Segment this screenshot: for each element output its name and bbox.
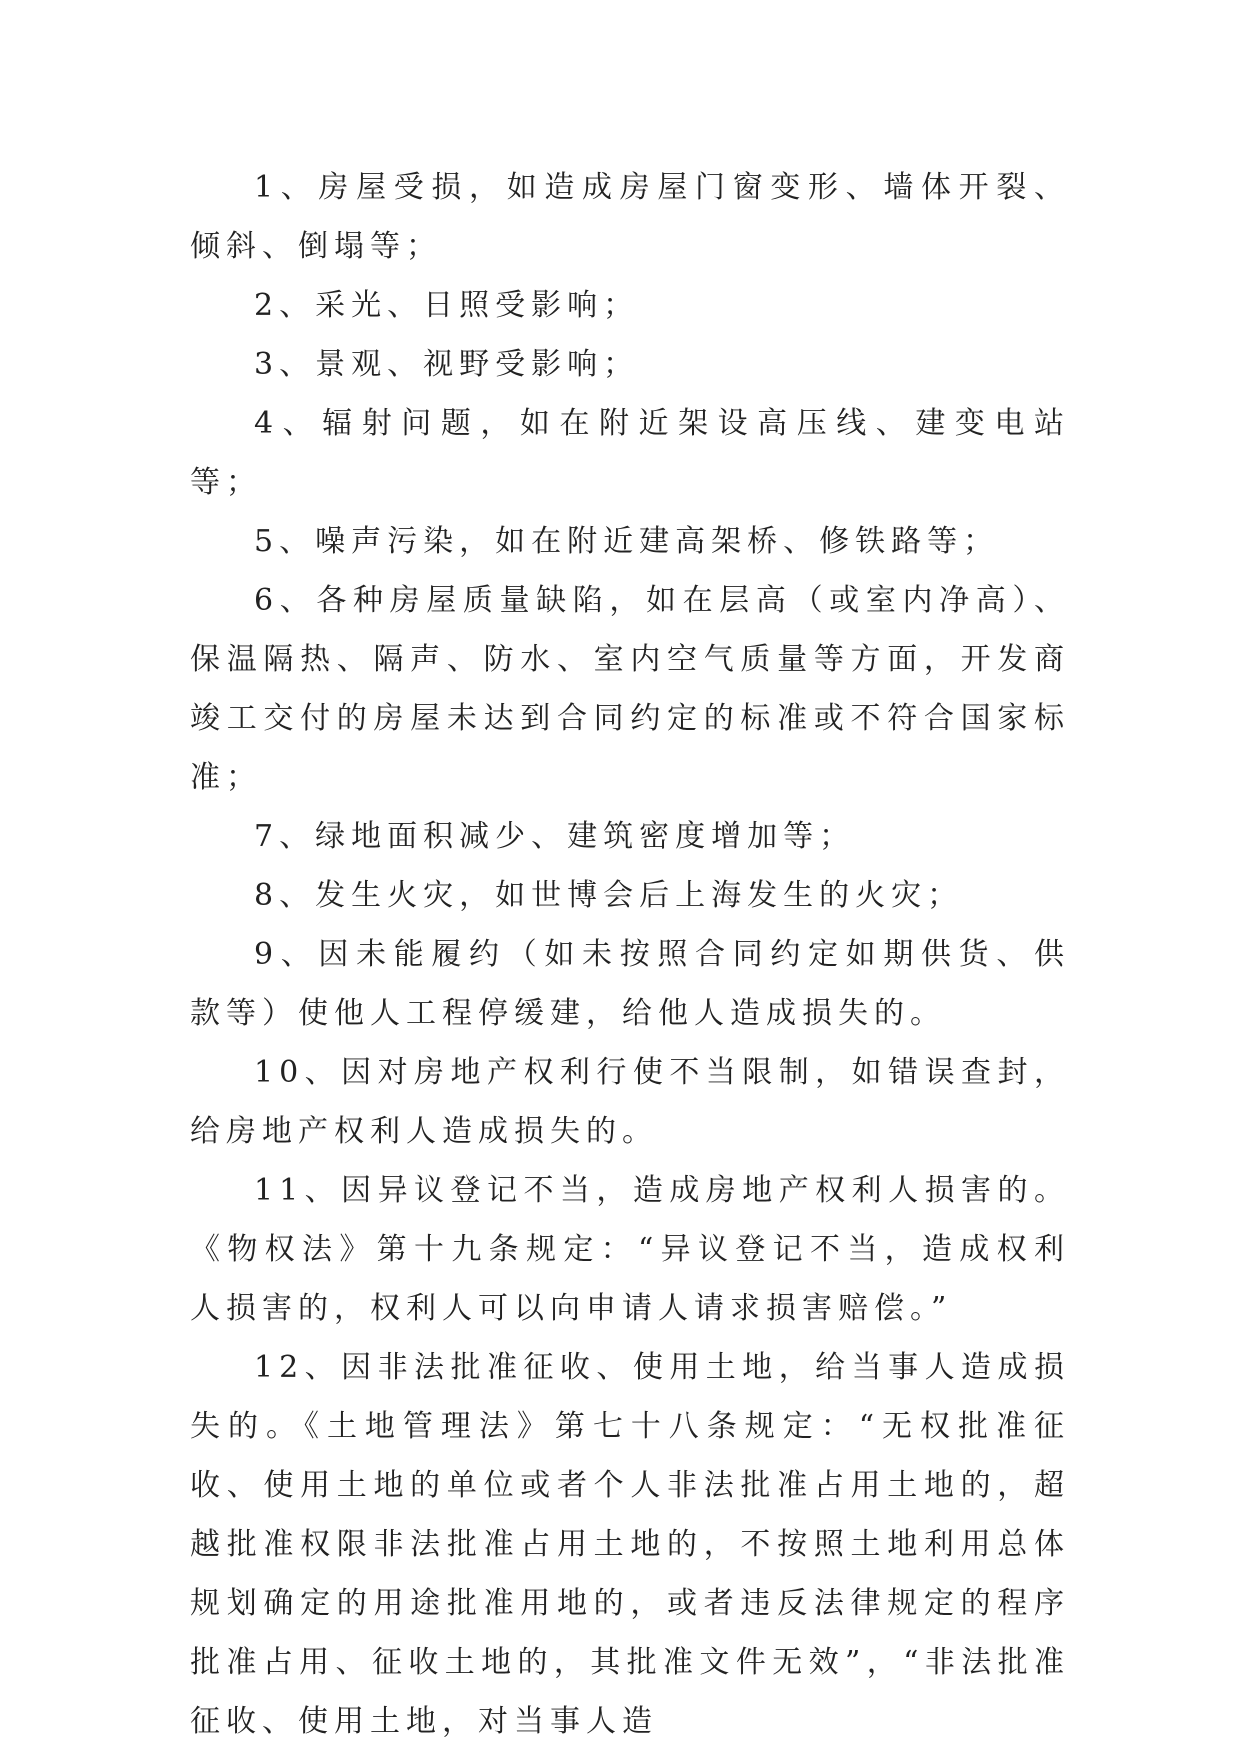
paragraph-9: 9、因未能履约（如未按照合同约定如期供货、供款等）使他人工程停缓建，给他人造成损失的。 — [190, 937, 1070, 1031]
paragraph-11: 11、因异议登记不当，造成房地产权利人损害的。《物权法》第十九条规定：“异议登记不当，造成权利人损害的，权利人可以向申请人请求损害赔偿。” — [190, 1173, 1070, 1326]
paragraph-4: 4、辐射问题，如在附近架设高压线、建变电站等； — [190, 406, 1070, 500]
paragraph-3: 3、景观、视野受影响； — [254, 347, 640, 382]
paragraph-1: 1、房屋受损，如造成房屋门窗变形、墙体开裂、倾斜、倒塌等； — [190, 170, 1070, 264]
paragraph-10: 10、因对房地产权利行使不当限制，如错误查封，给房地产权利人造成损失的。 — [190, 1055, 1070, 1149]
paragraph-8: 8、发生火灾，如世博会后上海发生的火灾； — [254, 878, 964, 913]
paragraph-6: 6、各种房屋质量缺陷，如在层高（或室内净高）、保温隔热、隔声、防水、室内空气质量等方面，开发商竣工交付的房屋未达到合同约定的标准或不符合国家标准； — [190, 583, 1070, 795]
paragraph-5: 5、噪声污染，如在附近建高架桥、修铁路等； — [254, 524, 1000, 559]
document-body — [190, 158, 1070, 1751]
paragraph-2: 2、采光、日照受影响； — [254, 288, 640, 323]
paragraph-12: 12、因非法批准征收、使用土地，给当事人造成损失的。《土地管理法》第七十八条规定：“无权批准征收、使用土地的单位或者个人非法批准占用土地的，超越批准权限非法批准占用土地的，不按照土地利用总体规划确定的用途批准用地的，或者违反法律规定的程序批准占用、征收土地的，其批准文件无效”，“非法批准征收、使用土地，对当事人造 — [190, 1350, 1070, 1739]
paragraph-7: 7、绿地面积减少、建筑密度增加等； — [254, 819, 856, 854]
